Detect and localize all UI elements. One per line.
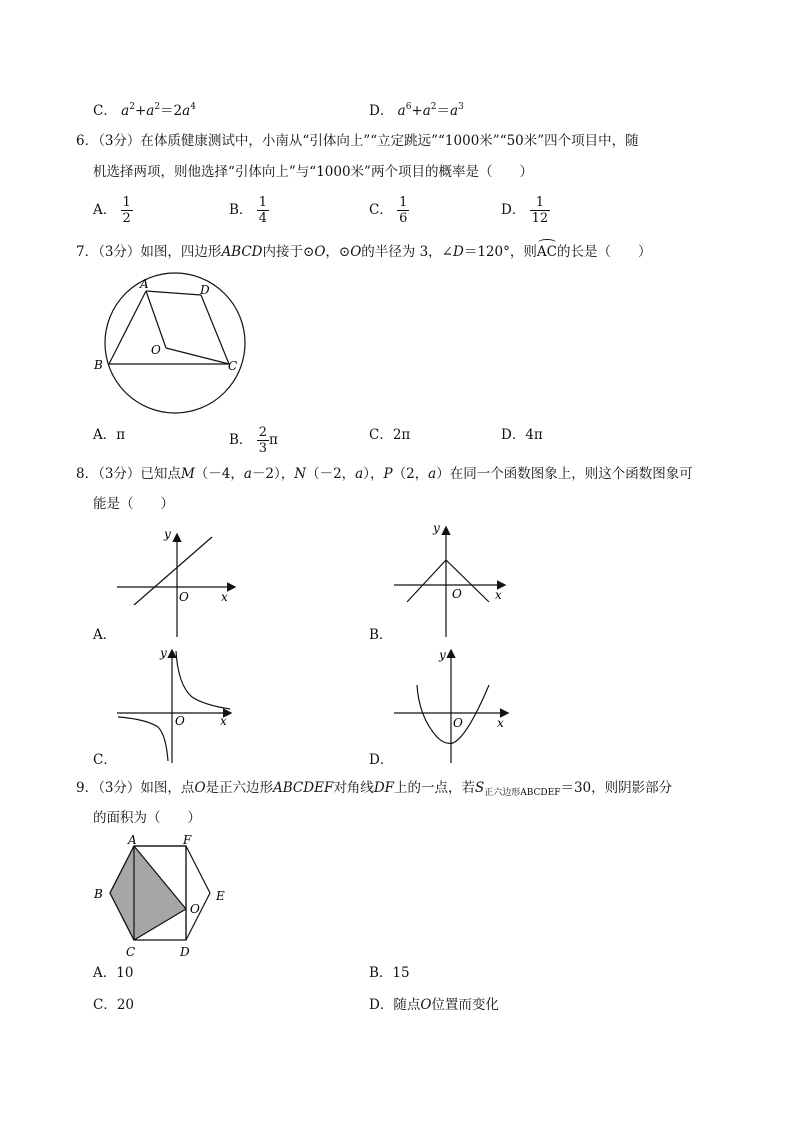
arc-ac-notation: AC xyxy=(536,244,557,260)
q8-option-a: A． xyxy=(93,627,117,643)
label-b: B xyxy=(94,887,103,901)
hyperbola-left-branch xyxy=(118,717,168,761)
q7-stem: 7．（3分）如图，四边形ABCD内接于⊙O，⊙O的半径为 3，∠D＝120°，则AC的长是（ ） xyxy=(76,244,652,260)
q6-option-a: A． $\frac{1}{2}$ xyxy=(93,195,131,226)
q6-stem-line2: 机选择两项，则他选择“引体向上”与“1000米”两个项目的概率是（ ） xyxy=(93,164,533,180)
q8-graph-b xyxy=(389,520,519,640)
segment-ad xyxy=(146,291,201,295)
segment-dc xyxy=(201,295,229,364)
q8-option-d: D． xyxy=(369,752,394,768)
origin-label: O xyxy=(175,714,185,728)
x-label: x xyxy=(495,588,502,602)
q8-option-b: B． xyxy=(369,627,393,643)
q9-option-c: C．20 xyxy=(93,997,135,1013)
q8-stem-line1: 8．（3分）已知点M（－4，a－2），N（－2，a），P（2，a）在同一个函数图象上，则这个函数图象可 xyxy=(76,466,693,482)
segment-oc xyxy=(166,348,229,364)
q7-option-b: B． $\frac{2}{3}$ π xyxy=(229,425,278,456)
segment-ba xyxy=(109,291,146,364)
q6-stem-line1: 6．（3分）在体质健康测试中，小南从“引体向上”“立定跳远”“1000米”“50米”四个项目中，随 xyxy=(76,133,639,149)
q8-stem-line2: 能是（ ） xyxy=(93,496,174,512)
q5-option-c: C． $a^2+a^2=2a^4$ xyxy=(93,102,196,119)
label-o: O xyxy=(190,902,200,916)
q6-option-d: D． $\frac{1}{12}$ xyxy=(501,195,549,226)
circle-o xyxy=(105,273,245,413)
label-b: B xyxy=(94,358,103,372)
label-a: A xyxy=(128,833,137,847)
x-label: x xyxy=(221,590,228,604)
label-f: F xyxy=(183,833,192,847)
y-label: y xyxy=(433,521,440,535)
hexagon-right-side xyxy=(186,846,210,940)
q8-graph-a xyxy=(112,525,242,640)
label-c: C xyxy=(126,945,136,959)
segment-ao xyxy=(146,291,166,348)
shaded-region xyxy=(110,846,186,940)
q8-option-c: C． xyxy=(93,752,117,768)
q9-stem-line2: 的面积为（ ） xyxy=(93,810,201,826)
origin-label: O xyxy=(179,590,189,604)
v-graph xyxy=(407,560,489,602)
label-d: D xyxy=(200,283,210,297)
q9-option-b: B．15 xyxy=(369,965,410,981)
label-e: E xyxy=(216,889,225,903)
y-label: y xyxy=(439,648,446,662)
label-c: C xyxy=(228,359,238,373)
q9-option-a: A．10 xyxy=(93,965,134,981)
label-d: D xyxy=(180,945,190,959)
y-label: y xyxy=(160,646,167,660)
parabola-graph xyxy=(417,685,489,743)
label-a: A xyxy=(140,277,149,291)
q9-hexagon-figure xyxy=(90,830,240,962)
q5-option-d: D． $a^6+a^2=a^3$ xyxy=(369,102,464,119)
origin-label: O xyxy=(453,716,463,730)
q8-graph-c xyxy=(112,645,242,765)
q7-option-a: A．π xyxy=(93,427,126,443)
q9-option-d: D．随点O位置而变化 xyxy=(369,997,499,1013)
q8-graph-d xyxy=(389,647,519,765)
line-graph xyxy=(134,537,212,605)
q9-stem-line1: 9．（3分）如图，点O是正六边形ABCDEF对角线DF上的一点，若$S_{正六边形ABCDEF}=30$，则阴影部分 xyxy=(76,780,673,798)
q6-option-b: B． $\frac{1}{4}$ xyxy=(229,195,267,226)
y-label: y xyxy=(164,527,171,541)
q6-option-c: C． $\frac{1}{6}$ xyxy=(369,195,408,226)
q7-option-c: C．2π xyxy=(369,427,411,443)
q7-circle-figure xyxy=(90,272,250,417)
label-o: O xyxy=(151,343,161,357)
x-label: x xyxy=(220,714,227,728)
origin-label: O xyxy=(452,587,462,601)
hyperbola-right-branch xyxy=(176,651,230,709)
q7-option-d: D．4π xyxy=(501,427,543,443)
x-label: x xyxy=(497,716,504,730)
